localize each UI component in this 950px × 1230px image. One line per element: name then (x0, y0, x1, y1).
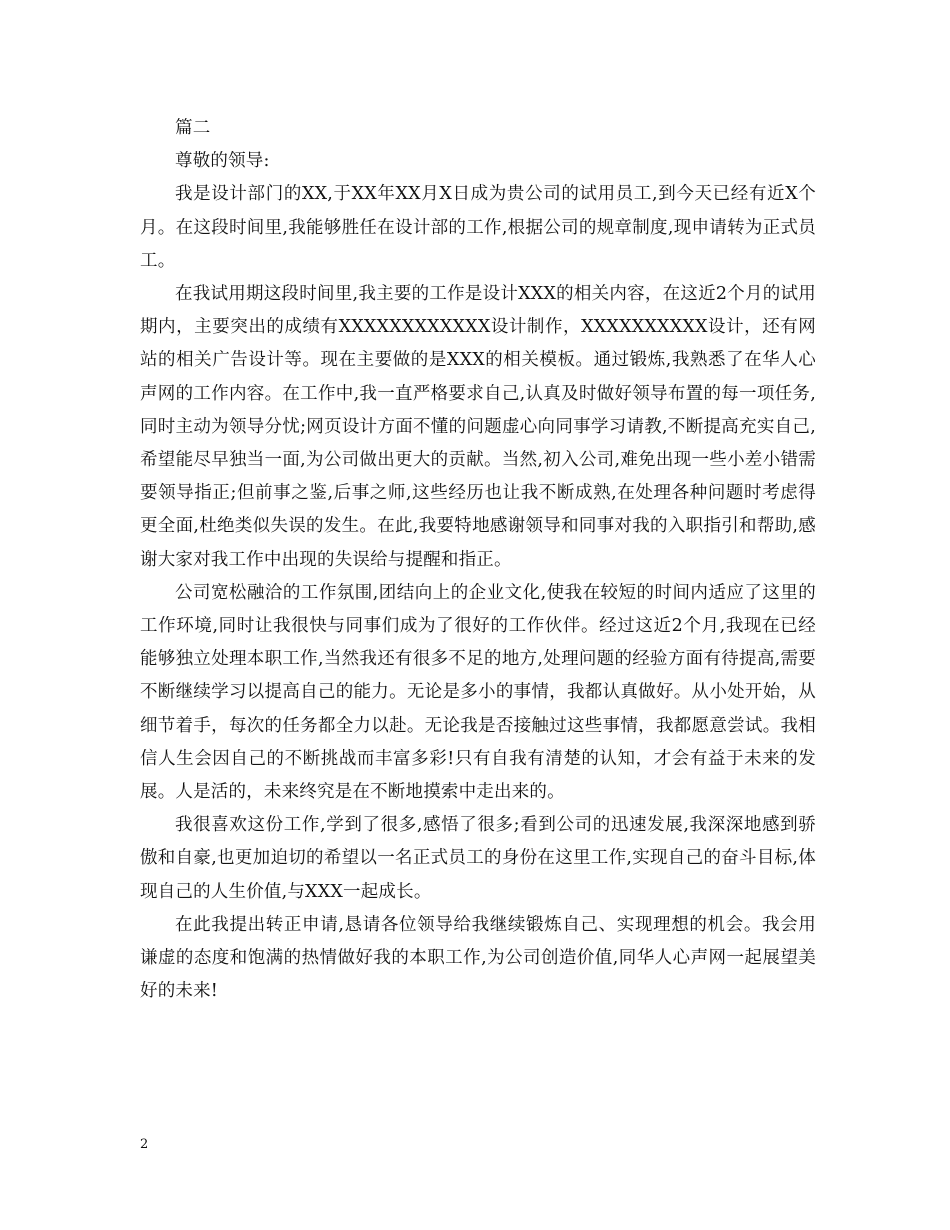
paragraph-company-culture: 公司宽松融洽的工作氛围,团结向上的企业文化,使我在较短的时间内适应了这里的工作环境,同时让我很快与同事们成为了很好的工作伙伴。经过这近2个月,我现在已经能够独立处理本职工作,当然我还有很多不足的地方,处理问题的经验方面有待提高,需要不断继续学习以提高自己的能力。无论是多小的事情，我都认真做好。从小处开始，从细节着手，每次的任务都全力以赴。无论我是否接触过这些事情，我都愿意尝试。我相信人生会因自己的不断挑战而丰富多彩!只有自我有清楚的认知，才会有益于未来的发展。人是活的，未来终究是在不断地摸索中走出来的。 (140, 582, 816, 803)
document-body (140, 112, 816, 1008)
salutation: 尊敬的领导: (175, 151, 270, 172)
paragraph-gratitude: 我很喜欢这份工作,学到了很多,感悟了很多;看到公司的迅速发展,我深深地感到骄傲和自豪,也更加迫切的希望以一名正式员工的身份在这里工作,实现自己的奋斗目标,体现自己的人生价值,与XXX一起成长。 (140, 815, 816, 902)
page-number: 2 (140, 1137, 149, 1152)
paragraph-work-summary: 在我试用期这段时间里,我主要的工作是设计XXX的相关内容，在这近2个月的试用期内，主要突出的成绩有XXXXXXXXXXXX设计制作，XXXXXXXXXX设计，还有网站的相关广告设计等。现在主要做的是XXX的相关模板。通过锻炼,我熟悉了在华人心声网的工作内容。在工作中,我一直严格要求自己,认真及时做好领导布置的每一项任务,同时主动为领导分忧;网页设计方面不懂的问题虚心向同事学习请教,不断提高充实自己,希望能尽早独当一面,为公司做出更大的贡献。当然,初入公司,难免出现一些小差小错需要领导指正;但前事之鉴,后事之师,这些经历也让我不断成熟,在处理各种问题时考虑得更全面,杜绝类似失误的发生。在此,我要特地感谢领导和同事对我的入职指引和帮助,感谢大家对我工作中出现的失误给与提醒和指正。 (140, 284, 816, 570)
paragraph-request: 在此我提出转正申请,恳请各位领导给我继续锻炼自己、实现理想的机会。我会用谦虚的态度和饱满的热情做好我的本职工作,为公司创造价值,同华人心声网一起展望美好的未来! (140, 914, 816, 1002)
paragraph-intro: 我是设计部门的XX,于XX年XX月X日成为贵公司的试用员工,到今天已经有近X个月。在这段时间里,我能够胜任在设计部的工作,根据公司的规章制度,现申请转为正式员工。 (140, 184, 816, 271)
document-heading: 篇二 (175, 118, 211, 138)
